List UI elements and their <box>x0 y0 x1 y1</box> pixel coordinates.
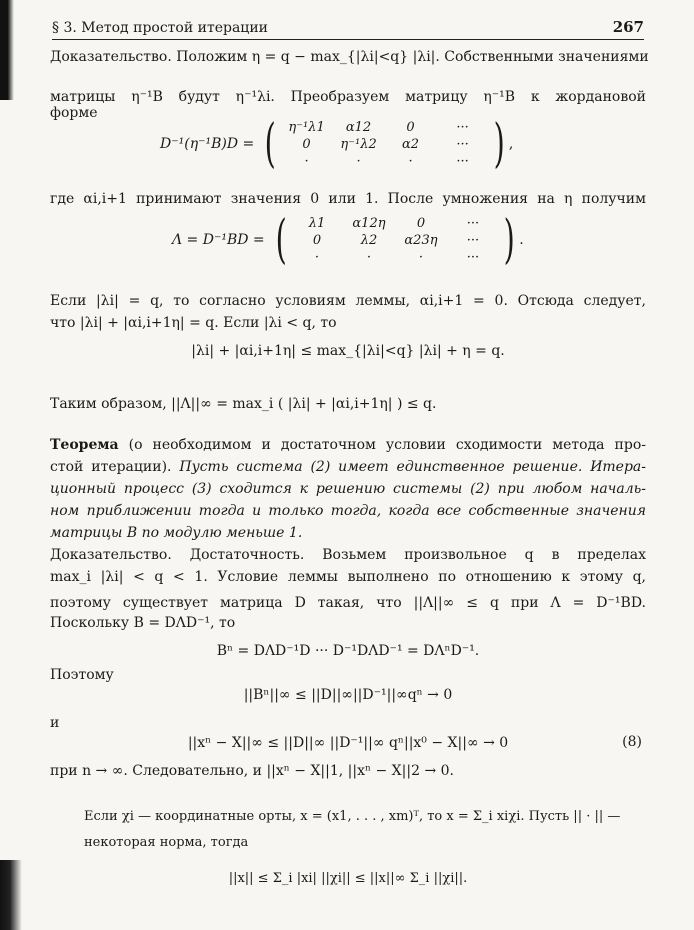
matrix-cell: 0 <box>312 232 322 248</box>
formula-bn-norm: ||Bⁿ||∞ ≤ ||D||∞||D⁻¹||∞qⁿ → 0 <box>243 687 453 703</box>
formula-8: ||xⁿ − X||∞ ≤ ||D||∞ ||D⁻¹||∞ qⁿ||x⁰ − X||∞ → 0 <box>187 735 509 751</box>
proof2-line-4: Поскольку B = DΛD⁻¹, то <box>50 615 236 631</box>
text-line-5: Если |λi| = q, то согласно условиям леммы, αi,i+1 = 0. Отсюда следует, <box>50 293 646 309</box>
theorem-subtitle-end: стой итерации). <box>50 459 180 475</box>
text-line-2: матрицы η⁻¹B будут η⁻¹λi. Преобразуем матрицу η⁻¹B к жордановой <box>50 89 646 105</box>
theorem-label: Теорема <box>50 437 119 453</box>
text-line-4: где αi,i+1 принимают значения 0 или 1. После умножения на η получим <box>50 191 646 207</box>
formula-ineq: |λi| + |αi,i+1η| ≤ max_{|λi|<q} |λi| + η = q. <box>191 343 505 359</box>
theorem-line-3: ционный процесс (3) сходится к решению системы (2) при любом началь- <box>50 481 646 497</box>
matrix-1-trailer: , <box>508 136 514 152</box>
matrix-cell: · <box>356 153 361 169</box>
matrix-cell: α23η <box>404 232 438 248</box>
matrix-cell: ··· <box>456 119 469 135</box>
section-title: § 3. Метод простой итерации <box>52 20 268 36</box>
formula-norm-bound: ||x|| ≤ Σ_i |xi| ||χi|| ≤ ||x||∞ Σ_i ||χi||. <box>228 871 468 886</box>
matrix-cell: 0 <box>406 119 415 135</box>
matrix-cell: α12η <box>352 215 386 231</box>
paren-right: ) <box>493 114 505 174</box>
theorem-line-1 <box>50 436 646 454</box>
matrix-cell: λ2 <box>360 232 378 248</box>
matrix-cell: ··· <box>466 215 480 231</box>
matrix-2-lhs: Λ = D⁻¹BD = <box>172 232 265 248</box>
matrix-2-grid <box>291 216 499 265</box>
note-line-2: некоторая норма, тогда <box>84 835 249 850</box>
theorem-line-4: ном приближении тогда и только тогда, когда все собственные значения <box>50 503 646 519</box>
text-and: и <box>50 715 60 731</box>
matrix-cell: ··· <box>466 249 480 265</box>
matrix-cell: · <box>408 153 413 169</box>
paren-right: ) <box>503 210 515 270</box>
matrix-cell: ··· <box>456 153 469 169</box>
theorem-line-2 <box>50 458 646 476</box>
matrix-cell: 0 <box>302 136 311 152</box>
text-therefore: Поэтому <box>50 667 114 683</box>
scan-shadow-top <box>0 0 14 100</box>
paren-left: ( <box>264 114 276 174</box>
matrix-cell: λ1 <box>308 215 326 231</box>
matrix-jordan-1 <box>160 114 514 174</box>
text-line-limit: при n → ∞. Следовательно, и ||xⁿ − X||1, ||xⁿ − X||2 → 0. <box>50 763 454 779</box>
matrix-cell: ··· <box>466 232 480 248</box>
matrix-cell: α12 <box>345 119 372 135</box>
matrix-cell: α2 <box>402 136 420 152</box>
matrix-cell: · <box>418 249 424 265</box>
note-line-1: Если χi — координатные орты, x = (x1, . . . , xm)ᵀ, то x = Σ_i xiχi. Пусть || · || — <box>84 809 621 824</box>
text-line-8: Таким образом, ||Λ||∞ = max_i ( |λi| + |αi,i+1η| ) ≤ q. <box>50 396 437 412</box>
proof2-line-3: поэтому существует матрица D такая, что ||Λ||∞ ≤ q при Λ = D⁻¹BD. <box>50 595 646 611</box>
theorem-subtitle: (о необходимом и достаточном условии сходимости метода про- <box>118 437 646 453</box>
matrix-cell: 0 <box>416 215 426 231</box>
matrix-lambda <box>172 210 524 270</box>
matrix-cell: ··· <box>456 136 469 152</box>
text-line-3: форме <box>50 105 98 121</box>
matrix-cell: · <box>366 249 372 265</box>
proof-line-1: Доказательство. Положим η = q − max_{|λi|<q} |λi|. Собственными значениями <box>50 49 649 65</box>
proof2-line-1: Доказательство. Достаточность. Возьмем произвольное q в пределах <box>50 547 646 563</box>
matrix-cell: η⁻¹λ1 <box>288 119 325 135</box>
proof2-line-2: max_i |λi| < q < 1. Условие леммы выполнено по отношению к этому q, <box>50 569 646 585</box>
theorem-statement: Пусть система (2) имеет единственное решение. Итера- <box>179 459 647 475</box>
page-number: 267 <box>612 18 644 36</box>
text-line-6: что |λi| + |αi,i+1η| = q. Если |λi < q, то <box>50 315 337 331</box>
matrix-1-grid <box>281 120 489 169</box>
theorem-line-5: матрицы B по модулю меньше 1. <box>50 525 303 541</box>
matrix-cell: · <box>304 153 309 169</box>
equation-number: (8) <box>622 734 642 750</box>
matrix-cell: η⁻¹λ2 <box>340 136 377 152</box>
paren-left: ( <box>275 210 287 270</box>
running-header <box>52 14 644 40</box>
matrix-2-trailer: . <box>519 232 524 248</box>
matrix-1-lhs: D⁻¹(η⁻¹B)D = <box>160 136 255 152</box>
scan-shadow-bottom <box>0 860 22 930</box>
matrix-cell: · <box>314 249 320 265</box>
formula-bn: Bⁿ = DΛD⁻¹D ··· D⁻¹DΛD⁻¹ = DΛⁿD⁻¹. <box>216 643 480 659</box>
